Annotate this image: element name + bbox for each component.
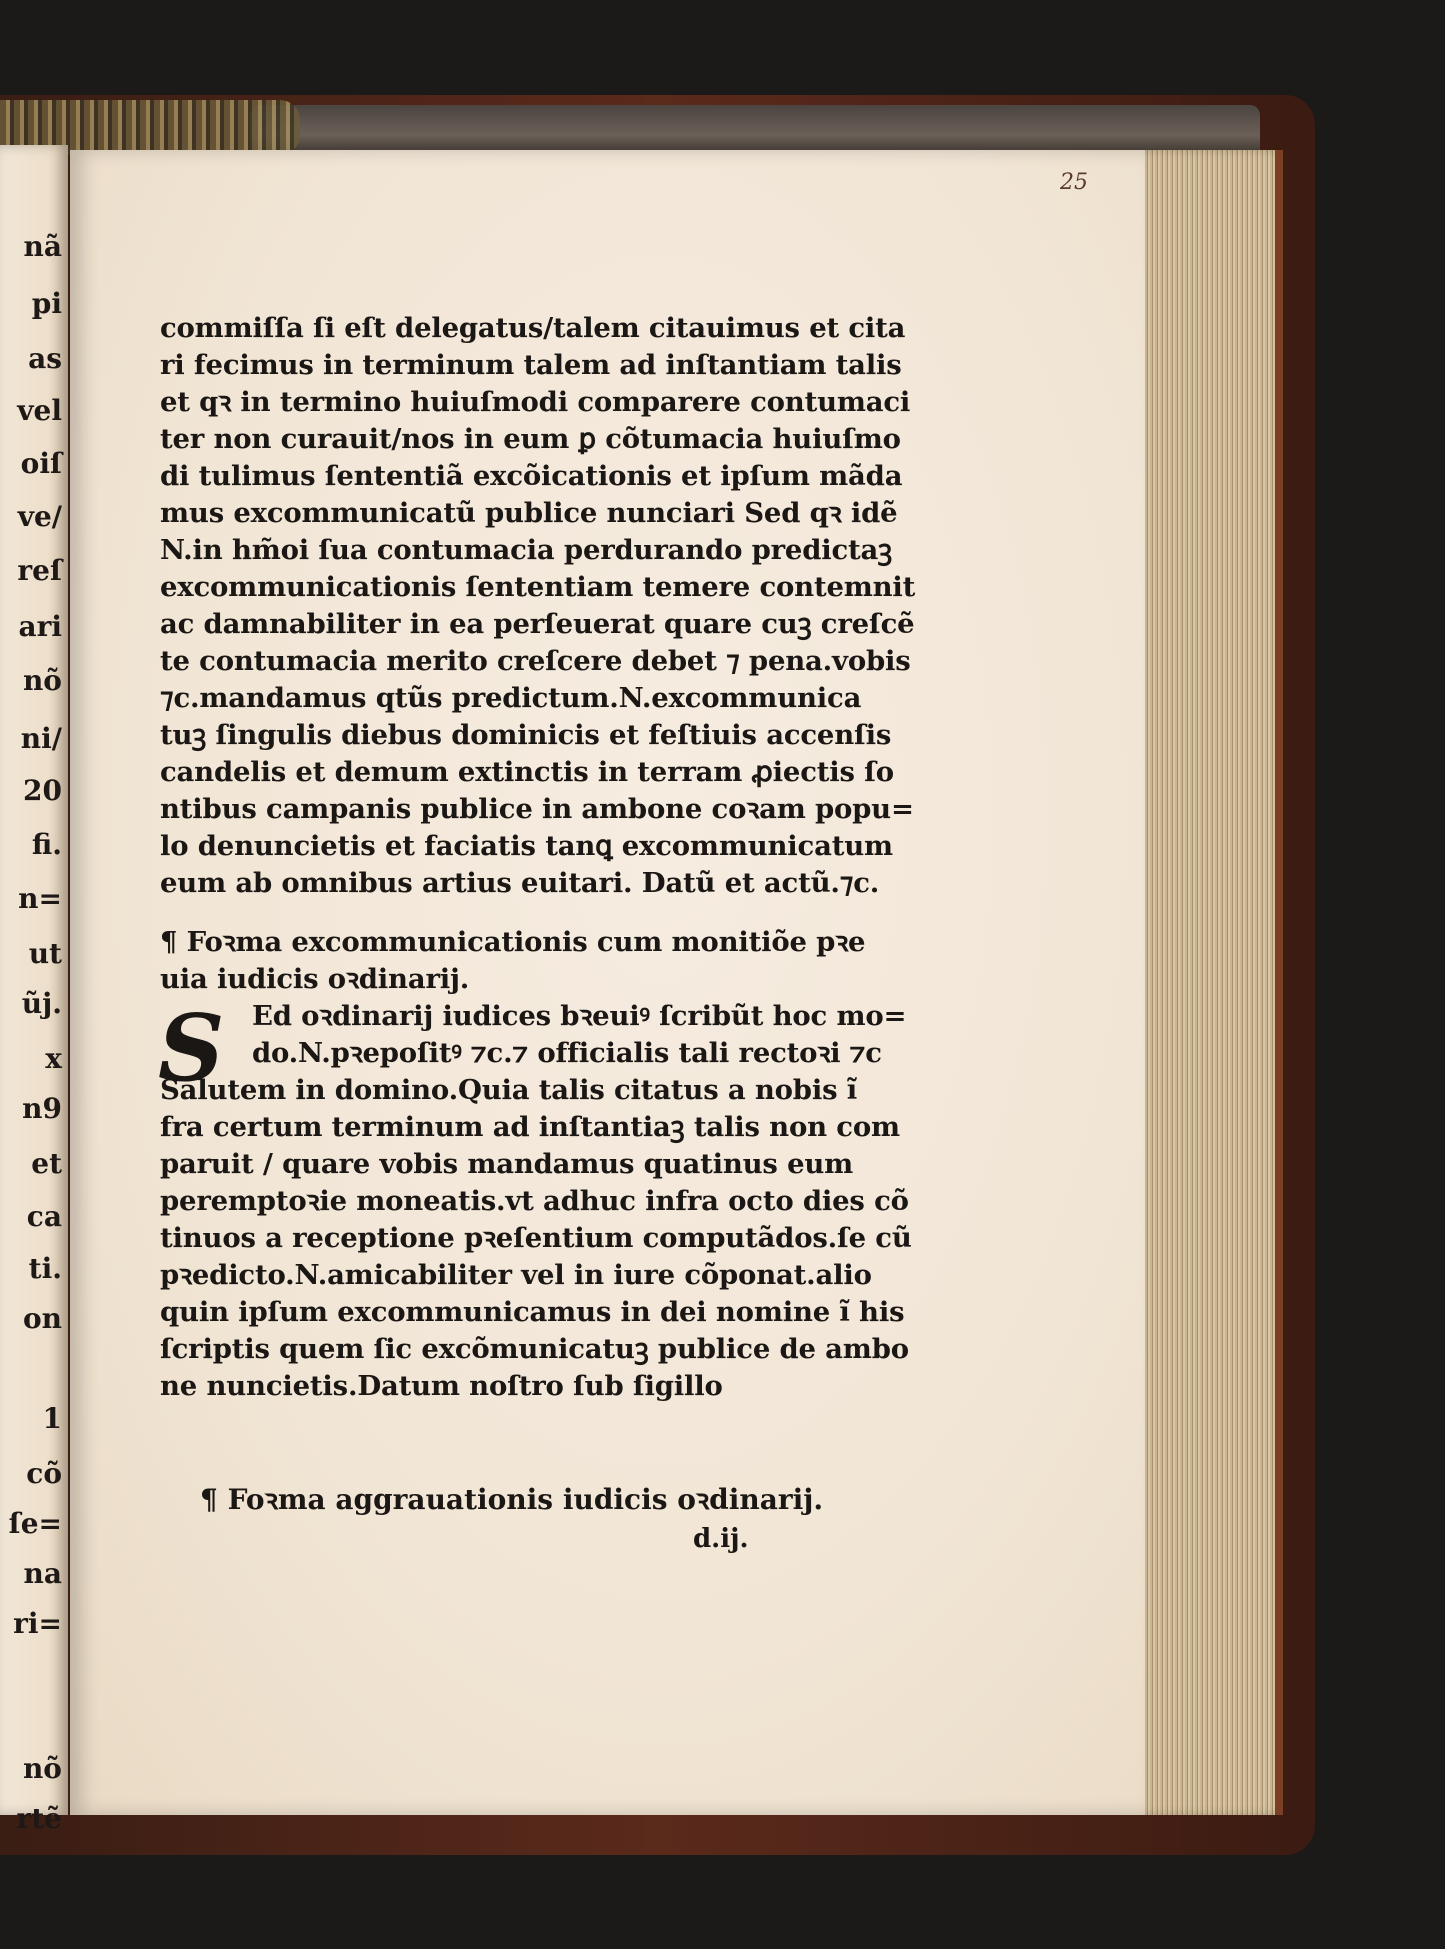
text-line: fra certum terminum ad inſtantiaꝫ talis non com <box>160 1111 900 1143</box>
left-page-fragment: ut <box>28 937 62 970</box>
text-line: N.in hm̃oi ſua contumacia perdurando predictaꝫ <box>160 534 893 566</box>
left-page-fragment: ti. <box>28 1252 62 1285</box>
dropcap-lines <box>160 998 925 1072</box>
text-line: ntibus campanis publice in ambone coꝛam popu= <box>160 793 914 825</box>
section-2-heading <box>160 924 925 998</box>
left-page-fragment: n= <box>18 882 62 915</box>
text-line: paruit / quare vobis mandamus quatinus eum <box>160 1148 854 1180</box>
folio-number: 25 <box>1060 170 1088 195</box>
text-line: tuꝫ ſingulis diebus dominicis et feſtiuis accenſis <box>160 719 892 751</box>
text-line: Ed oꝛdinarij iudices bꝛeuiꝰ ſcribũt hoc mo= <box>252 1000 907 1032</box>
section-1 <box>160 310 925 902</box>
section-3-heading: ¶ Foꝛma aggrauationis iudicis oꝛdinarij. <box>200 1483 824 1516</box>
text-line: mus excommunicatũ publice nunciari Sed qꝛ idẽ <box>160 497 898 529</box>
text-line: candelis et demum extinctis in terram ꝓiectis ſo <box>160 756 894 788</box>
left-page-fragment: rtẽ <box>16 1802 62 1835</box>
text-line: tinuos a receptione pꝛeſentium computãdos.ſe cũ <box>160 1222 912 1254</box>
left-page-fragment: vel <box>17 394 62 427</box>
left-page-fragment: 1 <box>42 1402 62 1435</box>
left-page-fragment: n9 <box>22 1092 62 1125</box>
left-page-fragment: fi. <box>31 828 62 861</box>
left-page-fragment: ſe= <box>8 1507 62 1540</box>
text-line: ⁊c.mandamus qtũs predictum.N.excommunica <box>160 682 862 714</box>
text-line: et qꝛ in termino huiuſmodi comparere contumaci <box>160 386 911 418</box>
text-line: ter non curauit/nos in eum ꝑ cõtumacia huiuſmo <box>160 423 901 455</box>
text-line: ne nuncietis.Datum noſtro ſub ſigillo <box>160 1370 723 1402</box>
left-page-fragment: reſ <box>17 554 62 587</box>
text-line: ac damnabiliter in ea perſeuerat quare cuꝫ creſcẽ <box>160 608 915 640</box>
text-line: ri fecimus in terminum talem ad inſtantiam talis <box>160 349 902 381</box>
text-line: ſcriptis quem ſic excõmunicatuꝫ publice de ambo <box>160 1333 909 1365</box>
left-page-fragment: ũj. <box>21 987 62 1020</box>
left-page-fragment: ca <box>26 1200 62 1233</box>
left-page-fragment: et <box>31 1147 62 1180</box>
signature-mark: d.ij. <box>693 1524 749 1554</box>
text-line: commiſſa ſi eſt delegatus/talem citauimus et cita <box>160 312 906 344</box>
text-line: do.N.pꝛepoſitꝰ ⁊c.⁊ officialis tali rectoꝛi ⁊c <box>252 1037 882 1069</box>
left-page-fragment: ni/ <box>20 722 62 755</box>
heading-line: uia iudicis oꝛdinarij. <box>160 963 470 995</box>
left-page-fragment: 20 <box>23 774 62 807</box>
left-page-fragment: nõ <box>22 1752 62 1785</box>
section-2-body <box>160 1072 925 1405</box>
left-page-fragment: as <box>28 342 62 375</box>
text-line: peremptoꝛie moneatis.vt adhuc infra octo dies cõ <box>160 1185 909 1217</box>
left-page-fragment: nõ <box>22 664 62 697</box>
left-page-fragment: pi <box>31 287 62 320</box>
left-page-fragment: x <box>45 1042 62 1075</box>
text-line: di tulimus ſententiã excõicationis et ipſum mãda <box>160 460 903 492</box>
left-page-fragment: ve/ <box>17 500 62 533</box>
left-page-fragment: nã <box>23 230 62 263</box>
left-page-fragment: on <box>22 1302 62 1335</box>
text-line: excommunicationis ſententiam temere contemnit <box>160 571 916 603</box>
text-line: eum ab omnibus artius euitari. Datũ et actũ.⁊c. <box>160 867 880 899</box>
text-line: quin ipſum excommunicamus in dei nomine ĩ his <box>160 1296 905 1328</box>
text-line: pꝛedicto.N.amicabiliter vel in iure cõponat.alio <box>160 1259 872 1291</box>
left-page-fragment: ari <box>18 610 62 643</box>
dropcap-letter: S <box>158 994 225 1102</box>
text-line: te contumacia merito creſcere debet ⁊ pena.vobis <box>160 645 911 677</box>
left-page-fragment: ri= <box>13 1607 62 1640</box>
text-line: lo denuncietis et faciatis tanꝗ excommunicatum <box>160 830 893 862</box>
text-line: Salutem in domino.Quia talis citatus a nobis ĩ <box>160 1074 857 1106</box>
heading-line: ¶ Foꝛma excommunicationis cum monitiõe pꝛe <box>160 926 866 958</box>
left-page <box>0 145 68 1835</box>
left-page-fragment: oiſ <box>20 447 62 480</box>
main-text <box>160 310 925 1405</box>
left-page-fragment: na <box>23 1557 62 1590</box>
left-page-fragment: cõ <box>26 1457 62 1490</box>
spine-edge <box>250 105 1260 155</box>
